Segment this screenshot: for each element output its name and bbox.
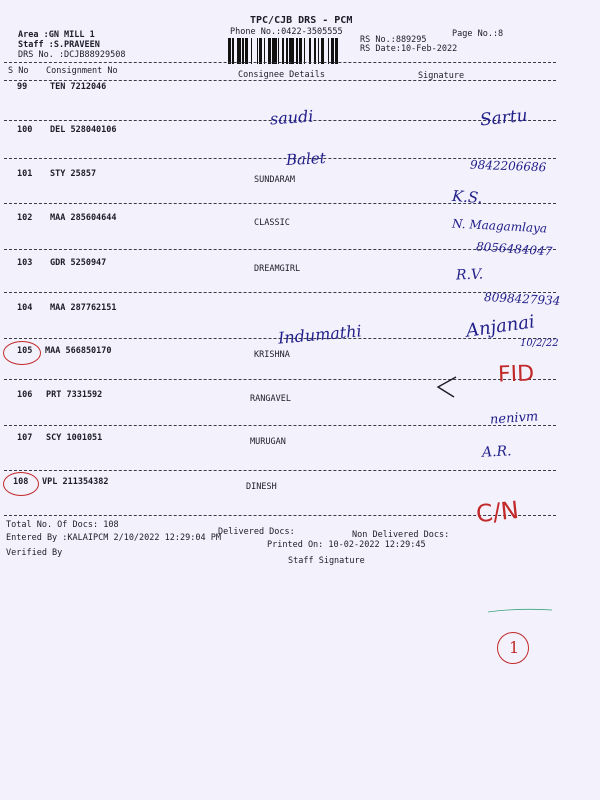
handwritten-signature-107: A.R. xyxy=(481,443,512,461)
row-consignment: MAA 287762151 xyxy=(50,303,117,313)
printed-on: Printed On: 10-02-2022 12:29:45 xyxy=(267,540,426,550)
phone-number: Phone No.:0422-3505555 xyxy=(230,27,343,37)
handwritten-date-105: 10/2/22 xyxy=(520,338,559,349)
divider xyxy=(4,80,556,81)
circle-mark-105 xyxy=(3,341,41,365)
handwritten-signature-99: Sartu xyxy=(479,105,529,131)
row-divider xyxy=(4,292,556,293)
row-s-no: 108 xyxy=(13,477,29,487)
row-consignee: RANGAVEL xyxy=(250,394,291,404)
barcode xyxy=(228,38,354,64)
row-consignment: MAA 285604644 xyxy=(50,213,117,223)
handwritten-name-100: Balet xyxy=(285,148,327,170)
rs-date: RS Date:10-Feb-2022 xyxy=(360,44,458,54)
row-consignment: PRT 7331592 xyxy=(46,390,103,400)
handwritten-name-99: saudi xyxy=(269,106,314,129)
row-divider xyxy=(4,249,556,250)
total-docs: Total No. Of Docs: 108 xyxy=(6,520,119,530)
rs-number: RS No.:889295 xyxy=(360,35,427,45)
verified-by: Verified By xyxy=(6,548,63,558)
row-divider xyxy=(4,379,556,380)
entered-by: Entered By :KALAIPCM 2/10/2022 12:29:04 PM xyxy=(6,533,221,543)
row-divider xyxy=(4,515,556,516)
area-label: Area :GN MILL 1 xyxy=(18,30,95,40)
row-s-no: 106 xyxy=(17,390,33,400)
handwritten-note-cn: C/N xyxy=(474,495,521,529)
handwritten-phone-102: 8056484047 xyxy=(475,239,553,259)
document-title: TPC/CJB DRS - PCM xyxy=(250,15,353,26)
row-s-no: 103 xyxy=(17,258,33,268)
drs-number: DRS No. :DCJB88929508 xyxy=(18,50,126,60)
row-s-no: 99 xyxy=(17,82,28,92)
circle-mark-page xyxy=(497,632,529,664)
handwritten-phone-104: 8098427934 xyxy=(483,290,561,308)
staff-label: Staff :S.PRAVEEN xyxy=(18,40,100,50)
row-consignment: STY 25857 xyxy=(50,169,97,179)
handwritten-signature-106: nenivm xyxy=(489,409,539,428)
row-divider xyxy=(4,425,556,426)
handwritten-page-mark: 1 xyxy=(509,638,520,657)
row-consignment: TEN 7212046 xyxy=(50,82,107,92)
circle-mark-108 xyxy=(3,472,39,496)
handwritten-note-fid: FID xyxy=(497,361,535,388)
handwritten-phone-100: 9842206686 xyxy=(469,157,547,175)
row-consignee: DINESH xyxy=(246,482,277,492)
column-header-s-no: S No xyxy=(8,66,29,76)
handwritten-name-102: N. Maagamlaya xyxy=(451,216,548,236)
divider xyxy=(4,62,556,63)
row-consignment: GDR 5250947 xyxy=(50,258,107,268)
row-consignee: MURUGAN xyxy=(250,437,286,447)
ink-stroke xyxy=(486,606,556,616)
row-consignment: MAA 566850170 xyxy=(45,346,112,356)
row-divider xyxy=(4,470,556,471)
row-s-no: 104 xyxy=(17,303,33,313)
row-s-no: 101 xyxy=(17,169,33,179)
row-consignment: VPL 211354382 xyxy=(42,477,109,487)
staff-signature: Staff Signature xyxy=(288,556,365,566)
delivered-docs: Delivered Docs: xyxy=(218,527,295,537)
non-delivered-docs: Non Delivered Docs: xyxy=(352,530,450,540)
row-consignee: KRISHNA xyxy=(254,350,290,360)
row-consignee: CLASSIC xyxy=(254,218,290,228)
row-consignee: SUNDARAM xyxy=(254,175,295,185)
row-s-no: 102 xyxy=(17,213,33,223)
handwritten-signature-105: Anjanai xyxy=(464,311,537,342)
row-s-no: 105 xyxy=(17,346,33,356)
row-s-no: 100 xyxy=(17,125,33,135)
page-number: Page No.:8 xyxy=(452,29,504,39)
handwritten-signature-103: R.V. xyxy=(455,266,484,284)
handwritten-name-105: Indumathi xyxy=(277,321,363,348)
column-header-consignee-details: Consignee Details xyxy=(238,70,325,80)
arrow-mark-icon xyxy=(432,373,462,403)
handwritten-signature-101: K.S. xyxy=(451,186,484,208)
column-header-consignment-no: Consignment No xyxy=(46,66,118,76)
row-consignment: DEL 528040106 xyxy=(50,125,117,135)
row-consignment: SCY 1001051 xyxy=(46,433,103,443)
row-s-no: 107 xyxy=(17,433,33,443)
column-header-signature: Signature xyxy=(418,71,465,81)
barcode-bar xyxy=(338,38,339,64)
row-consignee: DREAMGIRL xyxy=(254,264,301,274)
